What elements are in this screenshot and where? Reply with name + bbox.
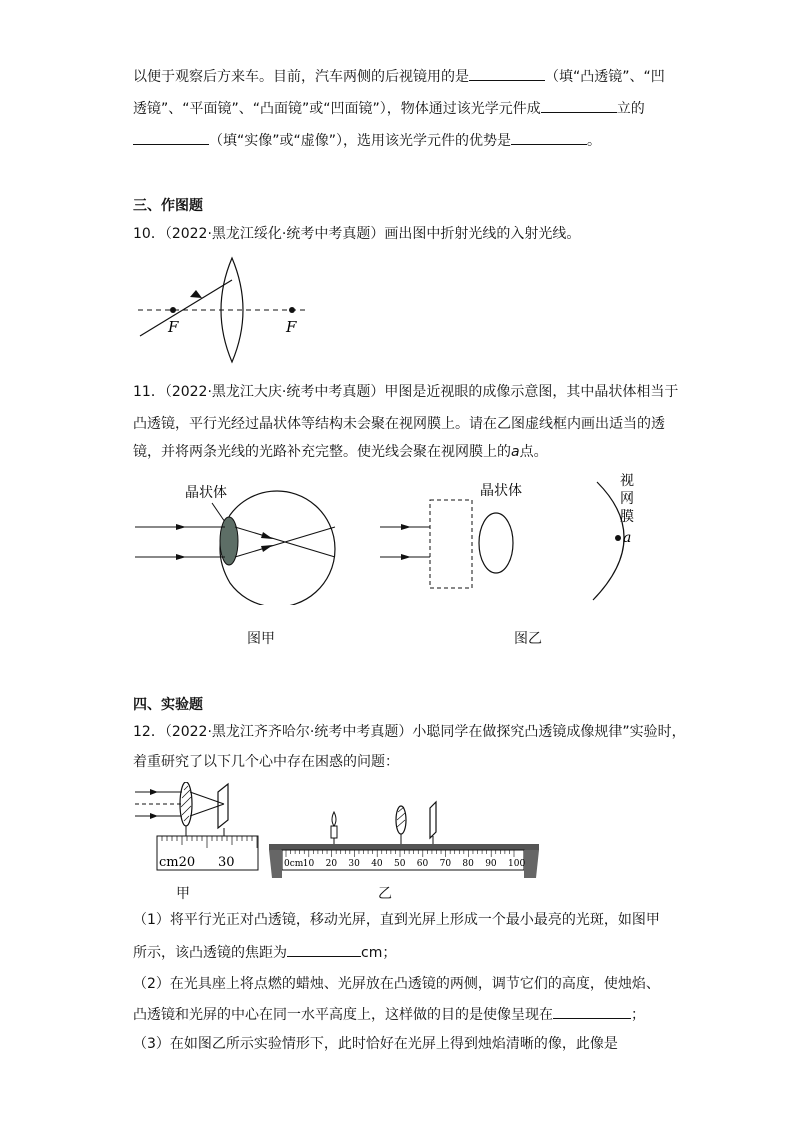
bench-tick-label: 20 xyxy=(325,859,338,869)
caption-figure-12a: 甲 xyxy=(176,886,190,902)
ray-arrow xyxy=(261,532,273,539)
bench-leg-left xyxy=(269,850,282,878)
caption-figure-12b: 乙 xyxy=(378,886,392,902)
lens-label: 晶状体 xyxy=(480,483,522,499)
q12-line-2: 着重研究了以下几个心中存在困惑的问题： xyxy=(133,754,399,770)
q12-text: 所示，该凸透镜的焦距为 xyxy=(133,945,287,961)
focus-label-right: F xyxy=(286,318,297,336)
ray-arrow xyxy=(150,789,158,795)
bench-tick-label: 30 xyxy=(348,859,360,869)
label-pointer xyxy=(212,503,225,522)
answer-blank[interactable] xyxy=(553,1004,631,1019)
bench-tick-label: 50 xyxy=(394,859,406,869)
lens-hatch xyxy=(397,813,405,820)
q11-text: 镜，并将两条光线的光路补充完整。使光线会聚在视网膜上的 xyxy=(133,444,511,460)
retina-label-char: 膜 xyxy=(620,509,634,525)
q12-item-1-line-1: （1）将平行光正对凸透镜，移动光屏，直到光屏上形成一个最小最亮的光斑，如图甲 xyxy=(133,912,660,928)
bench-tick-label: 0cm xyxy=(284,859,304,869)
q10-lens-diagram xyxy=(130,252,315,364)
bench-labels xyxy=(284,859,525,869)
caption-figure-b: 图乙 xyxy=(514,631,542,647)
ruler-ticks xyxy=(157,836,257,848)
ruler-unit-label: cm20 xyxy=(159,855,196,870)
ray-arrow xyxy=(176,554,186,560)
answer-blank[interactable] xyxy=(541,98,617,113)
bench-tick-label: 10 xyxy=(302,859,315,869)
ray-arrow xyxy=(150,813,158,819)
figure-b-diagram xyxy=(375,470,665,610)
q12-text: ； xyxy=(631,1007,645,1023)
candle-flame xyxy=(332,812,336,826)
lens-hatch xyxy=(184,786,188,790)
light-screen xyxy=(430,802,436,838)
q9-text: 以便于观察后方来车。目前，汽车两侧的后视镜用的是 xyxy=(133,69,469,85)
crystalline-lens xyxy=(220,517,238,565)
ray-arrow xyxy=(190,290,202,298)
q12-item-3-line-1: （3）在如图乙所示实验情形下，此时恰好在光屏上得到烛焰清晰的像，此像是 xyxy=(133,1036,618,1052)
q12-item-2-line-1: （2）在光具座上将点燃的蜡烛、光屏放在凸透镜的两侧，调节它们的高度，使烛焰、 xyxy=(133,976,660,992)
candle xyxy=(331,826,337,838)
q12-text: cm； xyxy=(361,945,397,961)
answer-blank[interactable] xyxy=(511,130,587,145)
eye-diagram xyxy=(130,475,350,605)
ray-arrow xyxy=(261,545,273,552)
lens-hatch xyxy=(182,806,191,815)
bench-tick-label: 90 xyxy=(485,859,497,869)
bench-rail xyxy=(269,844,539,850)
retina-label-char: 网 xyxy=(620,491,634,507)
q9-text: 。 xyxy=(587,133,602,149)
point-a-ref: a xyxy=(511,444,520,460)
focus-label-left: F xyxy=(168,318,179,336)
converging-ray xyxy=(190,804,224,816)
optical-bench-diagram xyxy=(264,800,544,886)
q9-line-1 xyxy=(133,66,665,87)
q12-item-1-line-2 xyxy=(133,942,396,963)
bench-tick-label: 70 xyxy=(439,859,452,869)
lens-hatch xyxy=(182,790,190,798)
bench-tick-label: 80 xyxy=(462,859,474,869)
q12-line-1: 12．（2022·黑龙江齐齐哈尔·统考中考真题）小聪同学在做探究凸透镜成像规律”实验时， xyxy=(133,724,686,740)
lens-hatch xyxy=(184,816,189,821)
q9-line-2 xyxy=(133,98,645,119)
crystalline-lens xyxy=(479,513,513,573)
retina-label-char: 视 xyxy=(620,473,634,489)
converging-ray xyxy=(190,792,224,804)
bench-tick-label: 100 xyxy=(508,859,526,869)
refracted-ray xyxy=(140,280,232,336)
ray-arrow xyxy=(176,524,186,530)
q10-text: 10．（2022·黑龙江绥化·统考中考真题）画出图中折射光线的入射光线。 xyxy=(133,226,581,242)
focus-point-left xyxy=(170,307,176,313)
ruler-mark-label: 30 xyxy=(218,855,235,870)
q9-text: （填“凸透镜”、“凹 xyxy=(545,69,665,85)
answer-blank[interactable] xyxy=(133,130,209,145)
point-a-label: a xyxy=(623,530,632,546)
lens-hatch xyxy=(181,797,191,807)
q12-item-2-line-2 xyxy=(133,1004,645,1025)
lens-hatch xyxy=(397,820,405,827)
bench-ticks xyxy=(286,850,514,857)
q9-text: 透镜”、“平面镜”、“凸面镜”或“凹面镜”），物体通过该光学元件成 xyxy=(133,101,541,117)
section-4-title: 四、实验题 xyxy=(133,697,203,713)
q9-line-3 xyxy=(133,130,601,151)
q12-text: 凸透镜和光屏的中心在同一水平高度上，这样做的目的是使像呈现在 xyxy=(133,1007,553,1023)
lens-label: 晶状体 xyxy=(185,485,227,501)
ray-arrow xyxy=(401,524,411,530)
dashed-frame[interactable] xyxy=(430,500,472,588)
focus-point-right xyxy=(289,307,295,313)
section-3-title: 三、作图题 xyxy=(133,198,203,214)
bench-leg-right xyxy=(524,850,539,878)
q9-text: （填“实像”或“虚像”），选用该光学元件的优势是 xyxy=(209,133,512,149)
caption-figure-a: 图甲 xyxy=(247,631,275,647)
point-a xyxy=(615,535,621,541)
q9-text: 立的 xyxy=(616,101,645,117)
q11-line-1: 11．（2022·黑龙江大庆·统考中考真题）甲图是近视眼的成像示意图，其中晶状体相当于 xyxy=(133,384,679,400)
q11-line-3 xyxy=(133,442,548,462)
bench-tick-label: 40 xyxy=(371,859,383,869)
ray-arrow xyxy=(401,554,411,560)
answer-blank[interactable] xyxy=(287,942,361,957)
q11-text: 点。 xyxy=(519,444,548,460)
bench-tick-label: 60 xyxy=(416,859,429,869)
q11-line-2: 凸透镜，平行光经过晶状体等结构未会聚在视网膜上。请在乙图虚线框内画出适当的透 xyxy=(133,416,665,432)
focal-length-diagram xyxy=(130,782,270,880)
answer-blank[interactable] xyxy=(469,66,545,81)
